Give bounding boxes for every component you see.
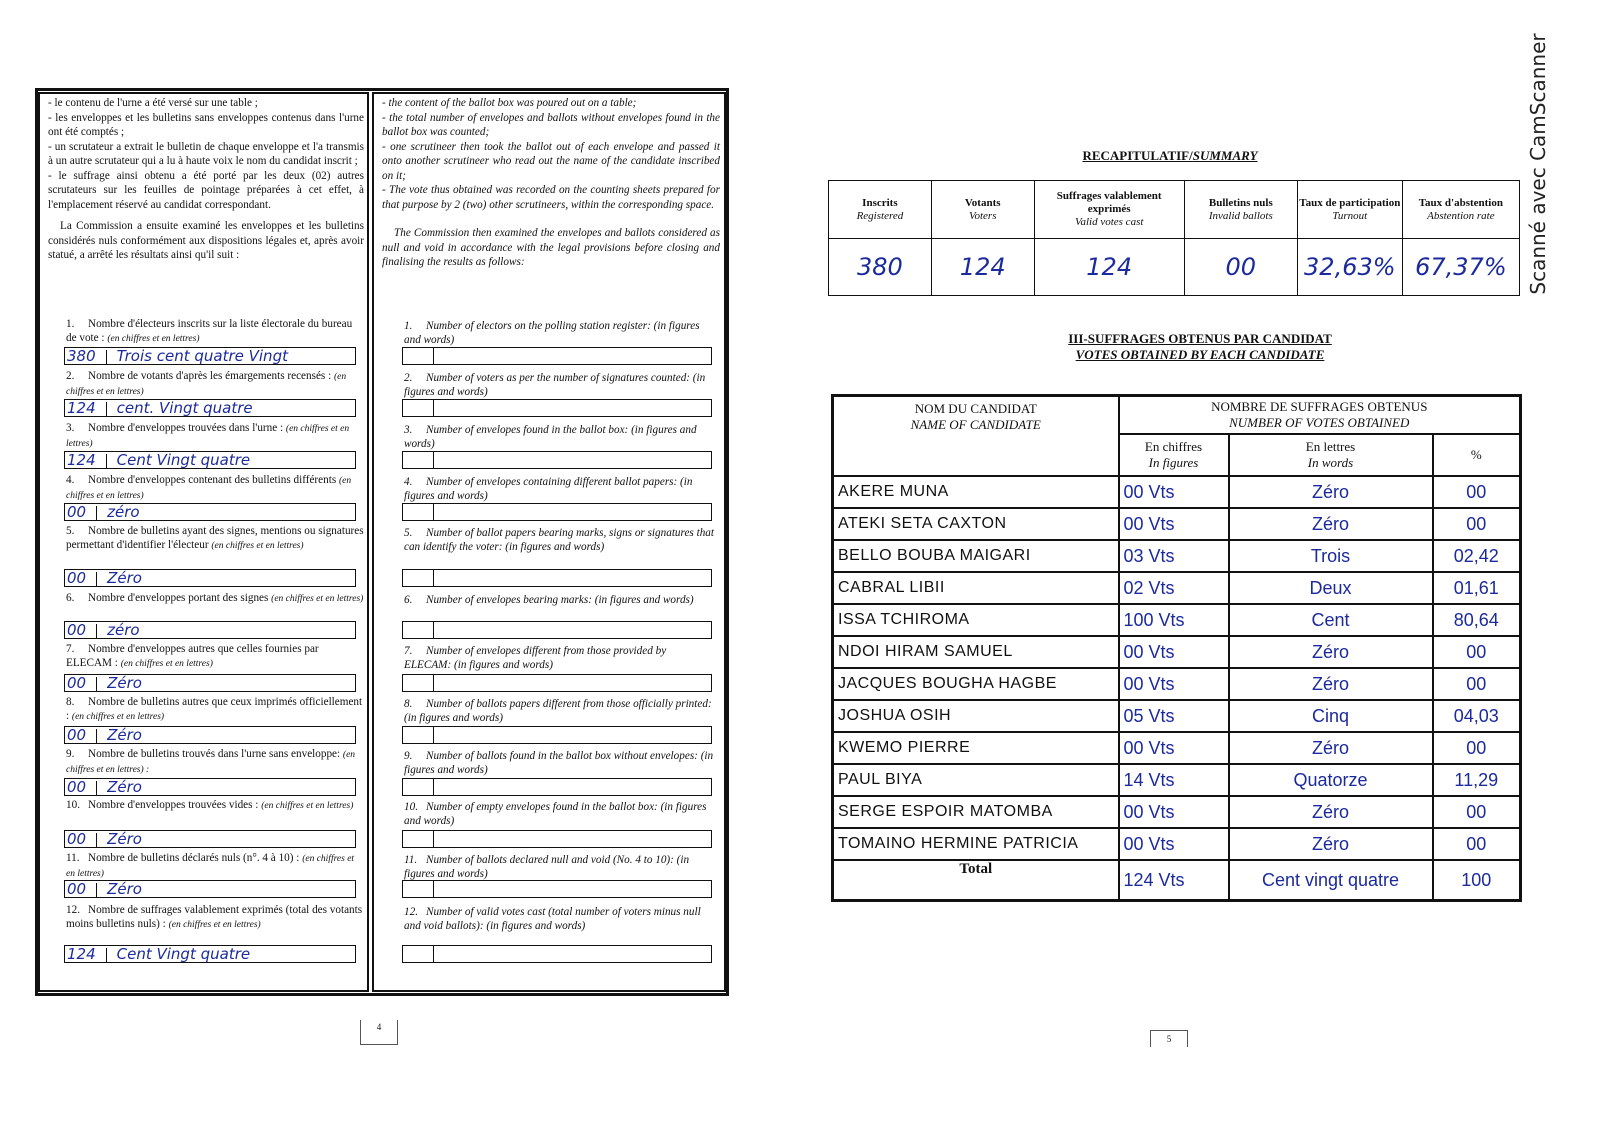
- en-answer-field[interactable]: [402, 451, 712, 469]
- candidate-figures: 00 Vts: [1119, 828, 1229, 860]
- answer-words: Zéro: [107, 880, 142, 898]
- answer-words: Trois cent quatre Vingt: [116, 347, 288, 365]
- header-words: [1229, 434, 1433, 476]
- en-item-label: [404, 801, 714, 828]
- candidate-pct: 80,64: [1433, 604, 1521, 636]
- title-fr: SUFFRAGES OBTENUS PAR CANDIDAT: [1087, 331, 1332, 346]
- h-votes-fr: NOMBRE DE SUFFRAGES OBTENUS: [1211, 399, 1428, 414]
- handwritten-answer: [67, 504, 140, 520]
- en-answer-field[interactable]: [402, 830, 712, 848]
- candidate-row: [833, 604, 1521, 636]
- en-paragraph: The Commission then examined the envelopes and ballots considered as null and void in accordance with the legal provisions before closing and finalising the results as follows:: [382, 227, 720, 268]
- item-text-fr: Nombre d'enveloppes trouvées vides :: [88, 799, 259, 811]
- en-answer-field[interactable]: [402, 726, 712, 744]
- title-prefix: III-: [1068, 331, 1088, 346]
- header-fr: Votants: [964, 196, 1001, 209]
- item-number: 9.: [404, 750, 413, 762]
- summary-value: 124: [931, 239, 1034, 296]
- answer-figures: 00: [67, 621, 87, 639]
- page-number-left: 4: [360, 1020, 398, 1045]
- item-number: 11.: [404, 854, 418, 866]
- candidate-words: Cinq: [1229, 700, 1433, 732]
- item-hint-fr: (en chiffres et en lettres): [66, 372, 347, 397]
- fr-item-label: [66, 474, 364, 503]
- fr-answer-field[interactable]: [64, 347, 356, 365]
- candidate-pct: 00: [1433, 476, 1521, 508]
- candidate-row: [833, 764, 1521, 796]
- fr-answer-field[interactable]: [64, 726, 356, 744]
- fr-item-label: [66, 799, 364, 814]
- candidate-name: AKERE MUNA: [833, 476, 1119, 508]
- handwritten-answer: [67, 946, 250, 962]
- header-fr: Inscrits: [862, 196, 898, 209]
- total-figures: 124 Vts: [1119, 860, 1229, 901]
- item-number: 8.: [404, 698, 413, 710]
- candidate-pct: 00: [1433, 732, 1521, 764]
- candidate-row: [833, 732, 1521, 764]
- candidate-name: BELLO BOUBA MAIGARI: [833, 540, 1119, 572]
- fr-item-label: [66, 852, 364, 881]
- item-number: 3.: [66, 422, 75, 434]
- candidate-name: KWEMO PIERRE: [833, 732, 1119, 764]
- answer-words: Zéro: [107, 726, 142, 744]
- item-text-fr: Nombre de bulletins autres que ceux imprimés officiellement :: [66, 696, 363, 722]
- candidate-name: TOMAINO HERMINE PATRICIA: [833, 828, 1119, 860]
- en-item-label: [404, 750, 714, 777]
- en-answer-field[interactable]: [402, 399, 712, 417]
- answer-figures: 124: [67, 451, 96, 469]
- candidate-row: [833, 540, 1521, 572]
- header-en: Valid votes cast: [1074, 216, 1144, 228]
- answer-words: cent. Vingt quatre: [116, 399, 253, 417]
- candidate-pct: 11,29: [1433, 764, 1521, 796]
- item-hint-fr: (en chiffres et en lettres): [211, 540, 304, 551]
- fr-bullet: - le contenu de l'urne a été versé sur une table ;: [48, 97, 258, 109]
- candidate-words: Zéro: [1229, 796, 1433, 828]
- summary-title: [1000, 148, 1340, 164]
- candidate-figures: 100 Vts: [1119, 604, 1229, 636]
- header-fr: Taux de participation: [1299, 196, 1401, 209]
- candidate-pct: 00: [1433, 828, 1521, 860]
- total-pct: 100: [1433, 860, 1521, 901]
- answer-figures: 00: [67, 569, 87, 587]
- fr-answer-field[interactable]: [64, 830, 356, 848]
- item-hint-fr: (en chiffres et en lettres): [120, 658, 213, 669]
- h-fig-en: In figures: [1148, 455, 1199, 470]
- page-number-right: 5: [1150, 1030, 1188, 1047]
- item-text-en: Number of electors on the polling station register: (in figures and words): [404, 320, 700, 346]
- candidate-figures: 14 Vts: [1119, 764, 1229, 796]
- fr-answer-field[interactable]: [64, 778, 356, 796]
- fr-item-label: [66, 696, 364, 724]
- item-number: 1.: [66, 318, 75, 330]
- item-number: 2.: [404, 372, 413, 384]
- en-bullet: - the content of the ballot box was poured out on a table;: [382, 97, 637, 109]
- item-number: 4.: [404, 476, 413, 488]
- candidate-words: Cent: [1229, 604, 1433, 636]
- handwritten-answer: [67, 675, 142, 691]
- item-hint-fr: (en chiffres et en lettres): [261, 801, 354, 811]
- item-hint-fr: (en chiffres et en lettres): [107, 333, 200, 344]
- item-number: 3.: [404, 424, 413, 436]
- handwritten-answer: [67, 779, 142, 795]
- en-item-label: [404, 906, 714, 933]
- candidate-words: Deux: [1229, 572, 1433, 604]
- fr-bullet: - le suffrage ainsi obtenu a été porté par les deux (02) autres scrutateurs sur les feuilles de pointage préparées à cet effet, à l'emplacement réservé au candidat correspondant.: [48, 169, 364, 211]
- candidate-pct: 00: [1433, 668, 1521, 700]
- candidate-name: SERGE ESPOIR MATOMBA: [833, 796, 1119, 828]
- header-fr: Suffrages valablement exprimés: [1056, 190, 1162, 215]
- item-number: 6.: [66, 592, 75, 604]
- handwritten-answer: [67, 452, 250, 468]
- fr-answer-field[interactable]: [64, 399, 356, 417]
- handwritten-answer: [67, 622, 140, 638]
- candidate-figures: 02 Vts: [1119, 572, 1229, 604]
- h-votes-en: NUMBER OF VOTES OBTAINED: [1229, 415, 1410, 430]
- candidate-pct: 01,61: [1433, 572, 1521, 604]
- candidate-row: [833, 572, 1521, 604]
- candidate-words: Zéro: [1229, 828, 1433, 860]
- en-item-label: [404, 645, 714, 672]
- answer-figures: 00: [67, 726, 87, 744]
- english-intro: [382, 96, 720, 270]
- candidate-name: ISSA TCHIROMA: [833, 604, 1119, 636]
- en-item-label: [404, 698, 714, 725]
- fr-item-label: [66, 643, 364, 671]
- en-item-label: [404, 527, 714, 554]
- item-text-en: Number of empty envelopes found in the ballot box: (in figures and words): [404, 801, 707, 827]
- item-number: 9.: [66, 748, 75, 760]
- candidate-figures: 00 Vts: [1119, 732, 1229, 764]
- answer-figures: 380: [67, 347, 96, 365]
- item-hint-fr: (en chiffres et en lettres): [271, 594, 364, 604]
- fr-answer-field[interactable]: [64, 945, 356, 963]
- item-number: 8.: [66, 696, 75, 708]
- answer-figures: 00: [67, 674, 87, 692]
- summary-header: [829, 181, 932, 239]
- fr-answer-field[interactable]: [64, 621, 356, 639]
- candidate-figures: 00 Vts: [1119, 508, 1229, 540]
- summary-value: 380: [829, 239, 932, 296]
- answer-figures: 00: [67, 830, 87, 848]
- candidate-words: Zéro: [1229, 508, 1433, 540]
- answer-figures: 124: [67, 399, 96, 417]
- summary-value: 32,63%: [1297, 239, 1402, 296]
- fr-answer-field[interactable]: [64, 569, 356, 587]
- header-en: Voters: [968, 209, 997, 222]
- fr-item-label: [66, 748, 364, 777]
- item-text-en: Number of envelopes different from those provided by ELECAM: (in figures and words): [404, 645, 667, 671]
- total-label: Total: [833, 860, 1119, 901]
- header-fr: Taux d'abstention: [1418, 196, 1503, 209]
- item-text-en: Number of voters as per the number of signatures counted: (in figures and words): [404, 372, 706, 398]
- h-name-fr: NOM DU CANDIDAT: [914, 401, 1037, 416]
- item-text-en: Number of envelopes bearing marks: (in figures and words): [426, 594, 694, 606]
- en-answer-field[interactable]: [402, 621, 712, 639]
- summary-header: [1034, 181, 1184, 239]
- handwritten-answer: [67, 881, 142, 897]
- candidate-figures: 00 Vts: [1119, 636, 1229, 668]
- candidate-pct: 00: [1433, 796, 1521, 828]
- candidate-pct: 00: [1433, 508, 1521, 540]
- item-text-fr: Nombre d'enveloppes contenant des bulletins différents: [88, 474, 337, 486]
- fr-answer-field[interactable]: [64, 451, 356, 469]
- answer-words: Zéro: [107, 830, 142, 848]
- item-number: 10.: [404, 801, 418, 813]
- en-item-label: [404, 320, 714, 347]
- h-name-en: NAME OF CANDIDATE: [910, 417, 1041, 432]
- summary-table: [828, 180, 1520, 296]
- item-text-en: Number of ballots found in the ballot box without envelopes: (in figures and words): [404, 750, 714, 776]
- summary-value: 67,37%: [1402, 239, 1519, 296]
- item-text-fr: Nombre de bulletins ayant des signes, mentions ou signatures permettant d'identifier l'électeur: [66, 525, 364, 551]
- candidate-name: JOSHUA OSIH: [833, 700, 1119, 732]
- en-answer-field[interactable]: [402, 945, 712, 963]
- title-en: VOTES OBTAINED BY EACH CANDIDATE: [1075, 347, 1325, 362]
- summary-title-fr: RECAPITULATIF/: [1082, 148, 1193, 163]
- handwritten-answer: [67, 348, 288, 364]
- item-number: 1.: [404, 320, 413, 332]
- fr-bullet: - les enveloppes et les bulletins sans enveloppes contenus dans l'urne ont été comptés ;: [48, 111, 364, 138]
- fr-answer-field[interactable]: [64, 880, 356, 898]
- h-words-en: In words: [1307, 455, 1354, 470]
- candidate-pct: 02,42: [1433, 540, 1521, 572]
- item-number: 7.: [66, 643, 75, 655]
- answer-words: Cent Vingt quatre: [116, 451, 251, 469]
- fr-answer-field[interactable]: [64, 503, 356, 521]
- summary-header: [1297, 181, 1402, 239]
- fr-item-label: [66, 318, 364, 346]
- item-text-fr: Nombre de votants d'après les émargements recensés :: [88, 370, 332, 382]
- candidate-name: JACQUES BOUGHA HAGBE: [833, 668, 1119, 700]
- handwritten-answer: [67, 831, 142, 847]
- summary-value: 00: [1184, 239, 1297, 296]
- candidate-figures: 00 Vts: [1119, 796, 1229, 828]
- item-number: 10.: [66, 799, 80, 811]
- item-text-fr: Nombre d'enveloppes autres que celles fournies par ELECAM :: [66, 643, 319, 669]
- item-text-fr: Nombre de bulletins déclarés nuls (n°. 4 à 10) :: [88, 852, 300, 864]
- en-answer-field[interactable]: [402, 674, 712, 692]
- en-item-label: [404, 476, 714, 503]
- total-words: Cent vingt quatre: [1229, 860, 1433, 901]
- en-item-label: [404, 854, 714, 881]
- item-text-fr: Nombre de bulletins trouvés dans l'urne sans enveloppe:: [88, 748, 341, 760]
- fr-item-label: [66, 422, 364, 451]
- en-answer-field[interactable]: [402, 569, 712, 587]
- en-bullet: - one scrutineer then took the ballot out of each envelope and passed it onto another scrutineer who read out the name of the candidate inscribed on it;: [382, 140, 720, 182]
- candidate-figures: 05 Vts: [1119, 700, 1229, 732]
- candidate-row: [833, 508, 1521, 540]
- summary-value: 124: [1034, 239, 1184, 296]
- item-hint-fr: (en chiffres et en lettres) :: [66, 750, 356, 775]
- answer-figures: 124: [67, 945, 96, 963]
- item-text-en: Number of ballots papers different from those officially printed: (in figures and words): [404, 698, 712, 724]
- candidate-figures: 00 Vts: [1119, 668, 1229, 700]
- header-figures: [1119, 434, 1229, 476]
- en-item-label: [404, 372, 714, 399]
- candidate-words: Zéro: [1229, 668, 1433, 700]
- fr-answer-field[interactable]: [64, 674, 356, 692]
- camscanner-watermark: Scanné avec CamScanner: [1526, 33, 1550, 295]
- item-text-fr: Nombre d'enveloppes portant des signes: [88, 592, 269, 604]
- candidate-pct: 00: [1433, 636, 1521, 668]
- item-text-en: Number of ballots declared null and void (No. 4 to 10): (in figures and words): [404, 854, 690, 880]
- header-votes: [1119, 396, 1521, 435]
- item-number: 6.: [404, 594, 413, 606]
- candidate-row: [833, 668, 1521, 700]
- answer-words: Cent Vingt quatre: [116, 945, 251, 963]
- fr-paragraph: La Commission a ensuite examiné les enveloppes et les bulletins considérés nuls conformément aux dispositions légales et, après avoir statué, a arrêté les résultats ainsi qu'il suit :: [48, 220, 364, 261]
- h-words-fr: En lettres: [1305, 439, 1356, 454]
- candidate-words: Zéro: [1229, 732, 1433, 764]
- header-fr: Bulletins nuls: [1208, 196, 1273, 209]
- en-item-label: [404, 424, 714, 451]
- candidate-words: Zéro: [1229, 476, 1433, 508]
- handwritten-answer: [67, 727, 142, 743]
- candidate-name: PAUL BIYA: [833, 764, 1119, 796]
- en-bullet: - The vote thus obtained was recorded on the counting sheets prepared for that purpose by 2 (two) other scrutineers, within the corresponding space.: [382, 184, 720, 211]
- header-pct: %: [1433, 434, 1521, 476]
- candidate-words: Trois: [1229, 540, 1433, 572]
- item-number: 2.: [66, 370, 75, 382]
- handwritten-answer: [67, 400, 253, 416]
- fr-bullet: - un scrutateur a extrait le bulletin de chaque enveloppe et l'a transmis à un autre scrutateur qui a lu à haute voix le nom du candidat inscrit ;: [48, 140, 364, 167]
- item-hint-fr: (en chiffres et en lettres): [66, 854, 355, 879]
- answer-words: Zéro: [107, 674, 142, 692]
- item-number: 5.: [404, 527, 413, 539]
- item-text-fr: Nombre d'enveloppes trouvées dans l'urne :: [88, 422, 284, 434]
- answer-words: Zéro: [107, 778, 142, 796]
- summary-title-en: SUMMARY: [1192, 148, 1258, 163]
- item-number: 7.: [404, 645, 413, 657]
- answer-words: zéro: [107, 621, 140, 639]
- header-en: Registered: [856, 209, 904, 222]
- answer-words: Zéro: [107, 569, 142, 587]
- fr-item-label: [66, 904, 364, 932]
- answer-words: zéro: [107, 503, 140, 521]
- item-text-fr: Nombre de suffrages valablement exprimés (total des votants moins bulletins nuls) :: [66, 904, 363, 930]
- item-hint-fr: (en chiffres et en lettres): [71, 711, 165, 722]
- summary-header: [931, 181, 1034, 239]
- en-answer-field[interactable]: [402, 503, 712, 521]
- item-text-fr: Nombre d'électeurs inscrits sur la liste électorale du bureau de vote :: [66, 318, 353, 344]
- h-fig-fr: En chiffres: [1144, 439, 1203, 454]
- item-number: 12.: [66, 904, 80, 916]
- summary-header: [1402, 181, 1519, 239]
- header-en: Abstention rate: [1427, 209, 1495, 222]
- item-text-en: Number of envelopes found in the ballot box: (in figures and words): [404, 424, 697, 450]
- item-hint-fr: (en chiffres et en lettres): [168, 919, 261, 930]
- answer-figures: 00: [67, 880, 87, 898]
- candidate-name: ATEKI SETA CAXTON: [833, 508, 1119, 540]
- total-row: [833, 860, 1521, 901]
- fr-item-label: [66, 592, 364, 607]
- item-number: 5.: [66, 525, 75, 537]
- handwritten-answer: [67, 570, 142, 586]
- header-name: [833, 396, 1119, 477]
- item-number: 11.: [66, 852, 80, 864]
- candidate-name: CABRAL LIBII: [833, 572, 1119, 604]
- header-en: Turnout: [1332, 209, 1368, 222]
- item-text-en: Number of valid votes cast (total number of voters minus null and void ballots): (in figures and words): [404, 906, 701, 932]
- candidate-row: [833, 476, 1521, 508]
- item-number: 12.: [404, 906, 418, 918]
- item-hint-fr: (en chiffres et en lettres): [66, 476, 352, 501]
- en-answer-field[interactable]: [402, 347, 712, 365]
- candidate-words: Quatorze: [1229, 764, 1433, 796]
- candidate-row: [833, 796, 1521, 828]
- en-answer-field[interactable]: [402, 778, 712, 796]
- candidates-table: [831, 394, 1522, 902]
- item-number: 4.: [66, 474, 75, 486]
- item-hint-fr: (en chiffres et en lettres): [66, 424, 350, 449]
- en-bullet: - the total number of envelopes and ballots without envelopes found in the ballot box was counted;: [382, 111, 720, 138]
- en-item-label: [404, 594, 714, 608]
- candidate-name: NDOI HIRAM SAMUEL: [833, 636, 1119, 668]
- candidate-pct: 04,03: [1433, 700, 1521, 732]
- fr-item-label: [66, 525, 364, 553]
- candidates-title: [1000, 331, 1400, 363]
- candidate-words: Zéro: [1229, 636, 1433, 668]
- candidate-figures: 00 Vts: [1119, 476, 1229, 508]
- header-en: Invalid ballots: [1208, 209, 1273, 222]
- summary-header: [1184, 181, 1297, 239]
- answer-figures: 00: [67, 503, 87, 521]
- candidate-row: [833, 700, 1521, 732]
- candidate-row: [833, 828, 1521, 860]
- item-text-en: Number of ballot papers bearing marks, signs or signatures that can identify the voter: (in figures and words): [404, 527, 714, 553]
- en-answer-field[interactable]: [402, 880, 712, 898]
- french-intro: [48, 96, 364, 263]
- item-text-en: Number of envelopes containing different ballot papers: (in figures and words): [404, 476, 693, 502]
- answer-figures: 00: [67, 778, 87, 796]
- candidate-figures: 03 Vts: [1119, 540, 1229, 572]
- candidate-row: [833, 636, 1521, 668]
- fr-item-label: [66, 370, 364, 399]
